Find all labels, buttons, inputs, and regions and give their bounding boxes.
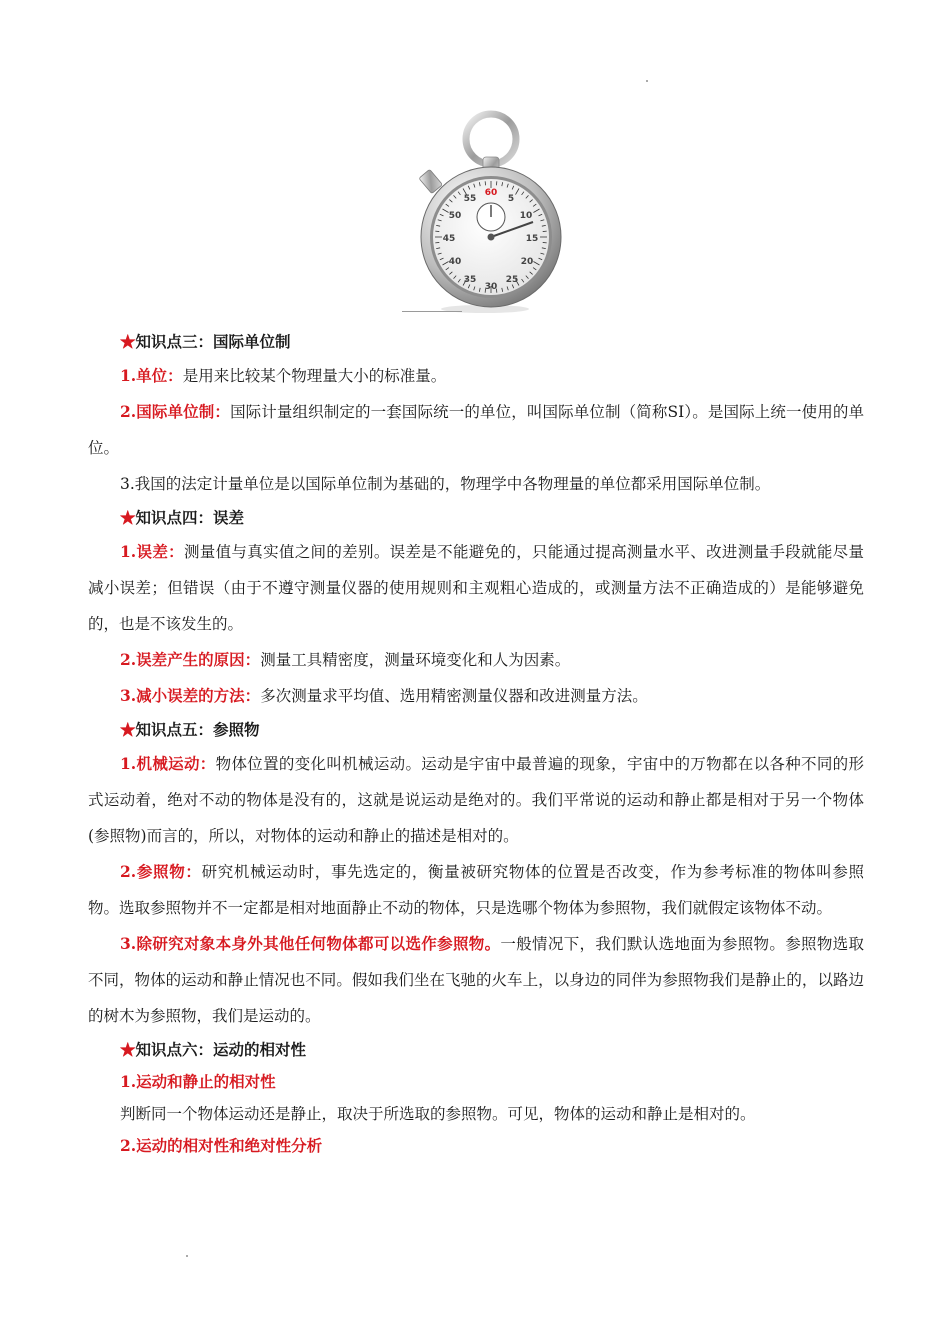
scan-speck xyxy=(646,80,648,82)
section-title: 知识点六：运动的相对性 xyxy=(135,1040,307,1059)
paragraph-si xyxy=(88,394,864,466)
term-label: 2.误差产生的原因： xyxy=(120,650,261,669)
term-label: 3.除研究对象本身外其他任何物体都可以选作参照物。 xyxy=(120,934,501,953)
subheading-relativity: 1.运动和静止的相对性 xyxy=(120,1072,276,1091)
svg-text:40: 40 xyxy=(448,257,462,267)
subheading-analysis: 2.运动的相对性和绝对性分析 xyxy=(120,1136,323,1155)
section-heading-3 xyxy=(88,326,864,358)
paragraph-error-reduction xyxy=(88,678,864,714)
paragraph-text: 一般情况下，我们默认选地面为参照物。参照物选取不同，物体的运动和静止情况也不同。假如我们坐在飞驰的火车上，以身边的同伴为参照物我们是静止的，以路边的树木为参照物，我们是运动的。 xyxy=(88,935,864,1025)
svg-text:20: 20 xyxy=(520,257,534,267)
svg-text:10: 10 xyxy=(519,211,533,221)
paragraph-text: 研究机械运动时，事先选定的，衡量被研究物体的位置是否改变，作为参考标准的物体叫参照物。选取参照物并不一定都是相对地面静止不动的物体，只是选哪个物体为参照物，我们就假定该物体不动。 xyxy=(88,863,864,917)
term-label: 2.参照物： xyxy=(120,862,202,881)
paragraph-mechanical-motion xyxy=(88,746,864,854)
paragraph-text: 测量值与真实值之间的差别。误差是不能避免的，只能通过提高测量水平、改进测量手段就能尽量减小误差；但错误（由于不遵守测量仪器的使用规则和主观粗心造成的，或测量方法不正确造成的）是能够避免的，也是不该发生的。 xyxy=(88,543,864,633)
paragraph-text: 国际计量组织制定的一套国际统一的单位，叫国际单位制（简称SI）。是国际上统一使用的单位。 xyxy=(88,403,865,457)
section-title: 知识点四：误差 xyxy=(135,508,245,527)
paragraph-relativity: 判断同一个物体运动还是静止，取决于所选取的参照物。可见，物体的运动和静止是相对的。 xyxy=(120,1105,756,1123)
star-icon: ★ xyxy=(120,1040,136,1059)
section-heading-5 xyxy=(88,714,864,746)
paragraph-text: 3.我国的法定计量单位是以国际单位制为基础的，物理学中各物理量的单位都采用国际单位制。 xyxy=(120,475,771,493)
scan-speck xyxy=(186,1255,188,1257)
term-label: 1.机械运动： xyxy=(120,754,216,773)
svg-text:30: 30 xyxy=(484,282,498,292)
section-heading-6 xyxy=(88,1034,864,1066)
section-heading-4 xyxy=(88,502,864,534)
term-label: 1.误差： xyxy=(120,542,184,561)
paragraph-unit xyxy=(88,358,864,394)
star-icon: ★ xyxy=(120,508,136,527)
term-label: 1.单位： xyxy=(120,366,183,385)
svg-text:15: 15 xyxy=(525,234,539,244)
svg-text:55: 55 xyxy=(463,194,477,204)
term-label: 2.国际单位制： xyxy=(120,402,231,421)
svg-text:50: 50 xyxy=(448,211,462,221)
paragraph-error-causes xyxy=(88,642,864,678)
star-icon: ★ xyxy=(120,332,136,351)
paragraph-any-reference xyxy=(88,926,864,1034)
term-label: 3.减小误差的方法： xyxy=(120,686,261,705)
paragraph-legal-units xyxy=(88,466,864,502)
document-body xyxy=(88,326,864,1162)
paragraph-text: 多次测量求平均值、选用精密测量仪器和改进测量方法。 xyxy=(260,687,648,705)
paragraph-reference-object xyxy=(88,854,864,926)
paragraph-text: 测量工具精密度，测量环境变化和人为因素。 xyxy=(260,651,571,669)
star-icon: ★ xyxy=(120,720,136,739)
paragraph-text: 是用来比较某个物理量大小的标准量。 xyxy=(182,367,447,385)
paragraph-error xyxy=(88,534,864,642)
stopwatch-image xyxy=(405,105,565,315)
section-title: 知识点五：参照物 xyxy=(135,720,260,739)
section-title: 知识点三：国际单位制 xyxy=(135,332,291,351)
svg-text:35: 35 xyxy=(463,275,477,285)
svg-text:60: 60 xyxy=(484,188,498,198)
image-underline xyxy=(402,311,462,312)
svg-text:5: 5 xyxy=(507,194,515,204)
svg-text:45: 45 xyxy=(442,234,456,244)
paragraph-text: 物体位置的变化叫机械运动。运动是宇宙中最普遍的现象，宇宙中的万物都在以各种不同的形式运动着，绝对不动的物体是没有的，这就是说运动是绝对的。我们平常说的运动和静止都是相对于另一个物体(参照物)而言的，所以，对物体的运动和静止的描述是相对的。 xyxy=(88,755,864,845)
svg-text:25: 25 xyxy=(505,275,519,285)
